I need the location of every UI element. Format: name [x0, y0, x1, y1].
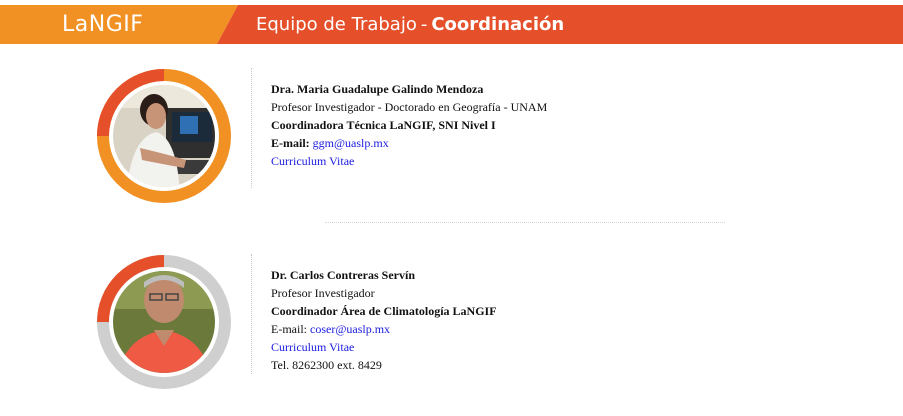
member-role: Coordinadora Técnica LaNGIF, SNI Nivel I	[271, 118, 496, 132]
person-photo-female	[96, 68, 232, 204]
member-phone: Tel. 8262300 ext. 8429	[271, 358, 382, 372]
member-photo	[96, 68, 232, 204]
email-label: E-mail:	[271, 322, 310, 336]
member-email-row	[271, 134, 547, 152]
member-position: Profesor Investigador - Doctorado en Geografía - UNAM	[271, 100, 548, 114]
page-title	[256, 8, 564, 41]
curriculum-vitae-link[interactable]: Curriculum Vitae	[271, 154, 355, 168]
brand-logo-text[interactable]: LaNGIF	[62, 12, 144, 37]
member-email-row	[271, 320, 497, 338]
member-info	[271, 80, 547, 170]
member-info	[271, 266, 497, 374]
email-label: E-mail:	[271, 136, 313, 150]
section-divider	[325, 222, 725, 223]
team-member-card	[0, 68, 903, 204]
member-name: Dr. Carlos Contreras Servín	[271, 268, 415, 282]
email-link[interactable]: coser@uaslp.mx	[310, 322, 391, 336]
profile-photo-ring	[96, 68, 232, 204]
email-link[interactable]: ggm@uaslp.mx	[312, 136, 389, 150]
person-photo-male	[96, 254, 232, 390]
member-position: Profesor Investigador	[271, 286, 375, 300]
team-member-card	[0, 254, 903, 390]
profile-photo-ring	[96, 254, 232, 390]
subsection-label: Coordinación	[431, 14, 565, 35]
cv-row	[271, 338, 497, 356]
section-label: Equipo de Trabajo	[256, 14, 417, 35]
curriculum-vitae-link[interactable]: Curriculum Vitae	[271, 340, 355, 354]
member-role: Coordinador Área de Climatología LaNGIF	[271, 304, 497, 318]
cv-row	[271, 152, 547, 170]
title-separator: -	[420, 14, 428, 35]
vertical-divider	[251, 254, 252, 374]
member-photo	[96, 254, 232, 390]
vertical-divider	[251, 68, 252, 188]
page-header	[0, 5, 903, 44]
member-name: Dra. Maria Guadalupe Galindo Mendoza	[271, 82, 484, 96]
